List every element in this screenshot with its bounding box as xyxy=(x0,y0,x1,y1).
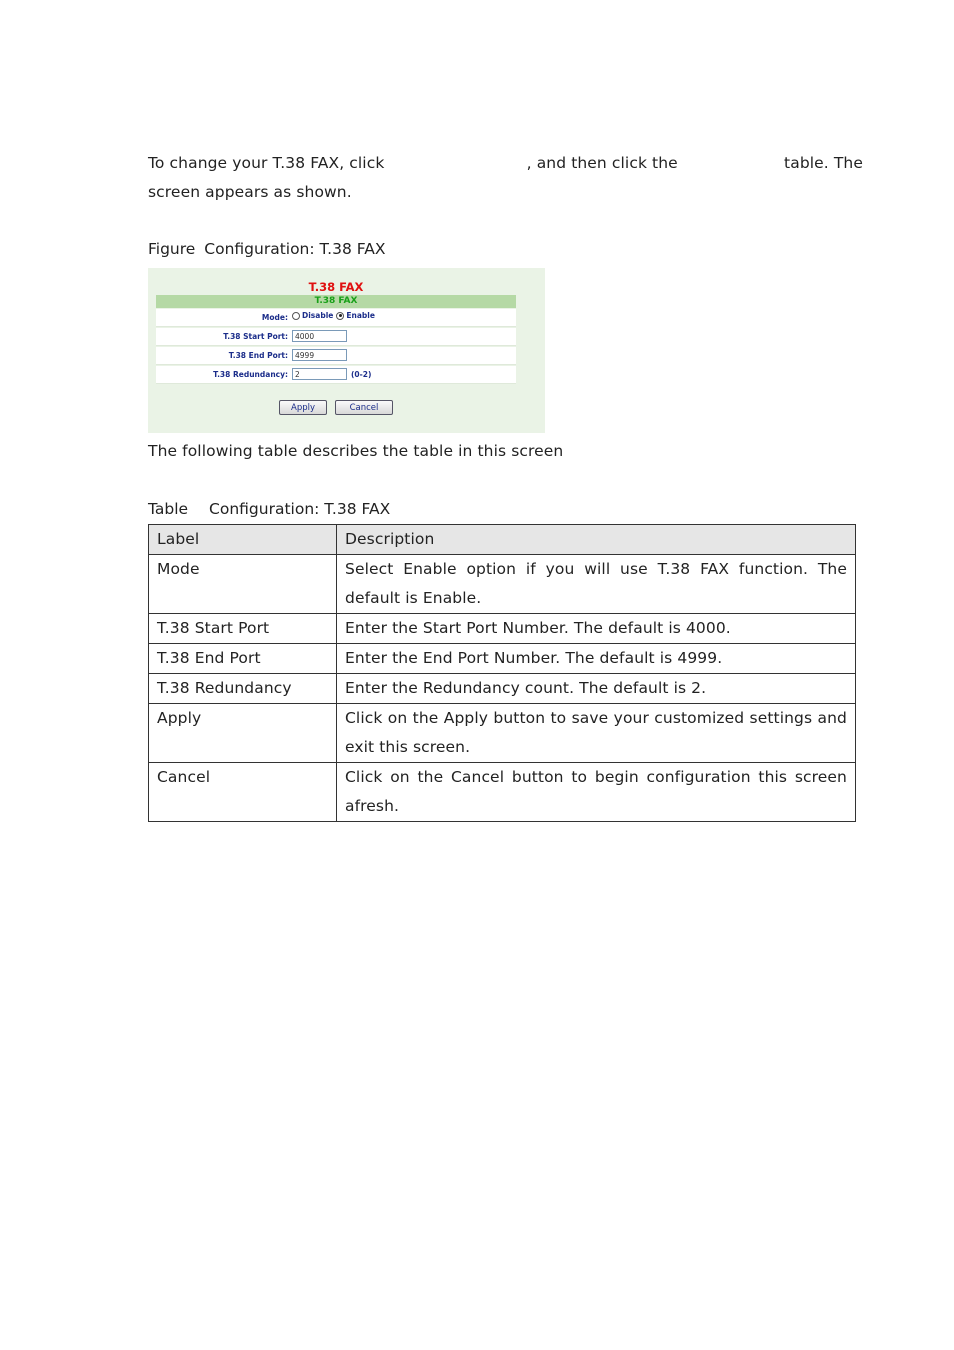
mode-row xyxy=(156,309,516,327)
row-label: T.38 Start Port xyxy=(149,614,337,644)
end-port-label: T.38 End Port: xyxy=(228,351,288,360)
figure-caption-title: Configuration: T.38 FAX xyxy=(204,240,386,258)
intro-text-1: To change your T.38 FAX, click xyxy=(148,154,385,172)
table-row xyxy=(149,674,856,704)
cancel-button[interactable]: Cancel xyxy=(335,400,393,415)
redundancy-hint: (0-2) xyxy=(351,369,372,379)
intro-text-4: screen appears as shown. xyxy=(148,183,352,201)
row-description: Enter the Start Port Number. The default is 4000. xyxy=(337,614,856,644)
t38-fax-screenshot xyxy=(148,268,545,433)
table-row xyxy=(149,704,856,763)
table-header-row xyxy=(149,525,856,555)
table-row xyxy=(149,614,856,644)
header-description: Description xyxy=(337,525,856,555)
figure-caption-prefix: Figure xyxy=(148,240,196,258)
end-port-input[interactable]: 4999 xyxy=(292,349,347,361)
disable-radio[interactable] xyxy=(292,312,300,320)
following-text: The following table describes the table in this screen xyxy=(148,442,564,460)
table-caption-title: Configuration: T.38 FAX xyxy=(209,500,391,518)
row-label: T.38 End Port xyxy=(149,644,337,674)
row-label: Cancel xyxy=(149,763,337,822)
row-description: Click on the Cancel button to begin configuration this screen afresh. xyxy=(337,763,856,822)
start-port-label: T.38 Start Port: xyxy=(223,332,288,341)
row-description: Enter the End Port Number. The default is 4999. xyxy=(337,644,856,674)
settings-table xyxy=(156,295,516,384)
enable-radio[interactable] xyxy=(336,312,344,320)
redundancy-input[interactable]: 2 xyxy=(292,368,347,380)
row-label: Mode xyxy=(149,555,337,614)
table-row xyxy=(149,555,856,614)
redundancy-label: T.38 Redundancy: xyxy=(213,370,288,379)
table-caption xyxy=(148,495,390,524)
table-row xyxy=(149,763,856,822)
start-port-row xyxy=(156,328,516,346)
intro-text-3: table. The xyxy=(784,154,863,172)
screenshot-title: T.38 FAX xyxy=(308,280,364,294)
table-row xyxy=(149,644,856,674)
header-label: Label xyxy=(149,525,337,555)
row-description: Click on the Apply button to save your customized settings and exit this screen. xyxy=(337,704,856,763)
mode-label: Mode: xyxy=(261,313,288,322)
disable-option-label: Disable xyxy=(302,311,334,320)
start-port-input[interactable]: 4000 xyxy=(292,330,347,342)
row-label: Apply xyxy=(149,704,337,763)
row-label: T.38 Redundancy xyxy=(149,674,337,704)
row-description: Select Enable option if you will use T.38 FAX function. The default is Enable. xyxy=(337,555,856,614)
section-header: T.38 FAX xyxy=(156,295,516,308)
enable-option-label: Enable xyxy=(346,311,375,320)
end-port-row xyxy=(156,347,516,365)
table-caption-prefix: Table xyxy=(148,500,189,518)
apply-button[interactable]: Apply xyxy=(279,400,327,415)
intro-paragraph xyxy=(148,149,863,207)
redundancy-row xyxy=(156,366,516,384)
figure-caption xyxy=(148,235,385,264)
intro-text-2: , and then click the xyxy=(526,154,678,172)
description-table xyxy=(148,524,856,822)
row-description: Enter the Redundancy count. The default is 2. xyxy=(337,674,856,704)
